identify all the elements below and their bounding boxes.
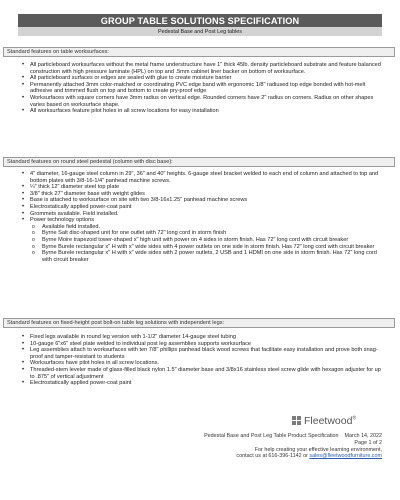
sub-list-item: o Byrne Salt disc-shaped unit for one outlet with 72" long cord in storm finish xyxy=(30,230,384,237)
sub-list-item: o Byrne Burele rectangular x" H with x" wide sides with 4 power outlets on one side in storm finish. Has 72" long cord with circuit breaker xyxy=(30,244,384,251)
list-item: • 4" diameter, 16-gauge steel column in 29", 36" and 40" heights. 6-gauge steel bracket welded to each end of column and attached to top and bottom plates with 3/8-16-1/4" panhead machine screws. xyxy=(18,171,384,184)
document-subtitle: Pedestal Base and Post Leg tables xyxy=(18,27,382,36)
worksurfaces-list xyxy=(18,62,384,115)
post-leg-list xyxy=(18,334,384,387)
document-title: GROUP TABLE SOLUTIONS SPECIFICATION xyxy=(18,14,382,27)
sub-list-item: o Byrne Burele rectangular x" H with x" wide sides with 2 power outlets, 2 USB and 1 HDMI on one side in storm finish. Has 72" long cord with circuit breaker xyxy=(30,250,384,263)
contact-text: contact us at 616-396-1142 or xyxy=(236,453,310,460)
pedestal-list xyxy=(18,171,384,263)
logo-wordmark: Fleetwood® xyxy=(304,415,357,427)
power-options-list xyxy=(30,224,384,264)
list-item: • All worksurfaces feature pilot holes in all screw locations for easy installation xyxy=(18,108,384,115)
section-title-worksurfaces: Standard features on table worksurfaces: xyxy=(3,47,395,57)
section-title-pedestal: Standard features on round steel pedestal (column with disc base): xyxy=(3,157,395,167)
list-item: • Worksurfaces have pilot holes in all screw locations. xyxy=(18,360,384,367)
list-item: • Leg assemblies attach to worksurfaces with ten 7/8" phillips panhead black wood screws that facilitate easy installation and prove both snag-proof and tamper-resistant to students xyxy=(18,347,384,360)
footer-tagline: For help creating your effective learning environment, xyxy=(254,446,382,453)
list-item: • All particleboard worksurfaces without the metal frame understructure have 1" thick 45lb. density particleboard substrate and feature balanced construction with high pressure laminate (HPL) on top and .5mm cabinet liner backer on bottom of worksurface. xyxy=(18,62,384,75)
list-item: • Fixed legs available in round leg version with 1-1/2" diameter 14-gauge steel tubing xyxy=(18,334,384,341)
fleetwood-logo-icon xyxy=(292,416,302,426)
list-item: • Threaded-stem leveler made of glass-filled black nylon 1.5" diameter base and 3/8x16 stainless steel screw glide with hexagon adjuster for up to .875" of vertical adjustment xyxy=(18,367,384,380)
fleetwood-logo xyxy=(292,415,372,429)
list-item: • Base is attached to worksurface on site with two 3/8-16x1.25" panhead machine screws xyxy=(18,197,384,204)
list-item: • Worksurfaces with square corners have 3mm radius on vertical edge. Rounded corners have 2" radius on corners. Radius on other shapes varies based on worksurface shape. xyxy=(18,95,384,108)
list-item: • 10-gauge 6"x6" steel plate welded to individual post leg assemblies supports worksurface xyxy=(18,341,384,348)
list-item: • Electrostatically applied power-coat paint xyxy=(18,204,384,211)
list-item: • 3/8" thick 27" diameter base with weight glides xyxy=(18,191,384,198)
section-title-post-leg: Standard features on fixed-height post bolt-on table leg solutions with independent legs: xyxy=(3,318,395,328)
list-item: • Permanently attached 3mm color-matched or coordinating PVC edge band with ergonomic 1/8" radiused top edge bonded with hot-melt adhesive and trimmed flush on top and bottom to create pry-proof edge xyxy=(18,82,384,95)
list-item: • Electrostatically applied power-coat paint xyxy=(18,380,384,387)
list-item-label: Power technology options xyxy=(30,217,95,224)
footer xyxy=(204,433,382,460)
email-link[interactable]: sales@fleetwoodfurniture.com xyxy=(309,453,382,460)
sub-list-item: o Available field installed. xyxy=(30,224,384,231)
list-item-power-options xyxy=(18,217,384,263)
spec-date: March 14, 2022 xyxy=(344,433,382,439)
list-item: • Grommets available. Field installed. xyxy=(18,211,384,218)
page-number: Page 1 of 2 xyxy=(354,439,382,446)
footer-contact xyxy=(204,453,382,460)
list-item: • All particleboard surfaces or edges are sealed with glue to create moisture barrier xyxy=(18,75,384,82)
sub-list-item: o Byrne Moire trapezoid tower-shaped x" high unit with power on 4 sides in storm finish. Has 72" long cord with circuit breaker xyxy=(30,237,384,244)
footer-spec-line xyxy=(204,433,382,440)
list-item: • ¼" thick 12" diameter steel top plate xyxy=(18,184,384,191)
spec-name: Pedestal Base and Post Leg Table Product Specification xyxy=(204,433,339,439)
